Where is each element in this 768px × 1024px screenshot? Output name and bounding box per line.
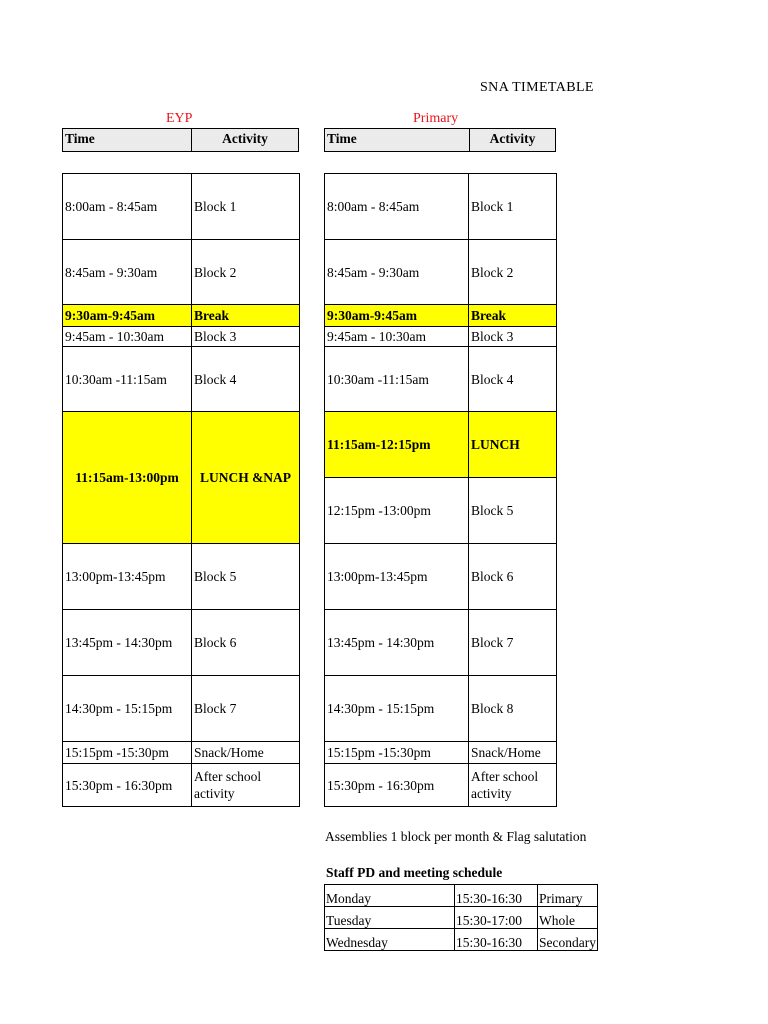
staff-pd-row xyxy=(325,885,598,907)
page-title: SNA TIMETABLE xyxy=(480,80,594,95)
primary-row xyxy=(325,174,557,240)
eyp-activity-cell: Block 6 xyxy=(192,610,300,676)
eyp-header-time: Time xyxy=(65,131,95,146)
eyp-time-cell: 13:45pm - 14:30pm xyxy=(63,610,192,676)
primary-activity-cell: Break xyxy=(469,305,557,327)
primary-header-time: Time xyxy=(327,131,357,146)
eyp-header-activity: Activity xyxy=(191,129,298,151)
primary-activity-cell: Block 2 xyxy=(469,240,557,305)
primary-row xyxy=(325,327,557,347)
primary-time-cell: 12:15pm -13:00pm xyxy=(325,478,469,544)
eyp-time-cell: 14:30pm - 15:15pm xyxy=(63,676,192,742)
staff-pd-who-cell: Secondary xyxy=(537,929,597,951)
eyp-activity-cell: Block 7 xyxy=(192,676,300,742)
primary-time-cell: 8:45am - 9:30am xyxy=(325,240,469,305)
eyp-timetable xyxy=(62,173,300,807)
primary-activity-cell: Block 5 xyxy=(469,478,557,544)
eyp-row xyxy=(63,327,300,347)
eyp-time-cell: 9:30am-9:45am xyxy=(63,305,192,327)
eyp-row xyxy=(63,347,300,412)
eyp-activity-cell: Block 1 xyxy=(192,174,300,240)
primary-time-cell: 13:45pm - 14:30pm xyxy=(325,610,469,676)
primary-row xyxy=(325,764,557,807)
eyp-row xyxy=(63,610,300,676)
primary-activity-cell: Block 6 xyxy=(469,544,557,610)
eyp-row xyxy=(63,240,300,305)
eyp-row xyxy=(63,412,300,544)
primary-row xyxy=(325,478,557,544)
eyp-label: EYP xyxy=(166,111,193,126)
staff-pd-day-cell: Wednesday xyxy=(325,929,455,951)
staff-pd-title: Staff PD and meeting schedule xyxy=(326,865,503,880)
staff-pd-time-cell: 15:30-16:30 xyxy=(455,929,538,951)
primary-time-cell: 10:30am -11:15am xyxy=(325,347,469,412)
primary-time-cell: 15:15pm -15:30pm xyxy=(325,742,469,764)
eyp-time-cell: 9:45am - 10:30am xyxy=(63,327,192,347)
eyp-activity-cell: Block 5 xyxy=(192,544,300,610)
eyp-time-cell: 11:15am-13:00pm xyxy=(63,412,192,544)
primary-time-cell: 9:45am - 10:30am xyxy=(325,327,469,347)
staff-pd-time-cell: 15:30-16:30 xyxy=(455,885,538,907)
primary-row xyxy=(325,742,557,764)
primary-activity-cell: Block 7 xyxy=(469,610,557,676)
staff-pd-who-cell: Whole xyxy=(537,907,597,929)
staff-pd-day-cell: Tuesday xyxy=(325,907,455,929)
primary-header-row xyxy=(324,128,556,152)
primary-activity-cell: Block 4 xyxy=(469,347,557,412)
staff-pd-who-cell: Primary xyxy=(537,885,597,907)
primary-activity-cell: LUNCH xyxy=(469,412,557,478)
eyp-row xyxy=(63,764,300,807)
staff-pd-table xyxy=(324,884,598,951)
eyp-row xyxy=(63,305,300,327)
primary-activity-cell: Snack/Home xyxy=(469,742,557,764)
primary-time-cell: 14:30pm - 15:15pm xyxy=(325,676,469,742)
eyp-activity-cell: Snack/Home xyxy=(192,742,300,764)
primary-row xyxy=(325,240,557,305)
eyp-time-cell: 15:30pm - 16:30pm xyxy=(63,764,192,807)
eyp-time-cell: 8:45am - 9:30am xyxy=(63,240,192,305)
assemblies-note: Assemblies 1 block per month & Flag salutation xyxy=(325,829,587,844)
eyp-time-cell: 8:00am - 8:45am xyxy=(63,174,192,240)
eyp-row xyxy=(63,742,300,764)
primary-header-activity: Activity xyxy=(469,129,555,151)
eyp-header-row xyxy=(62,128,299,152)
primary-row xyxy=(325,676,557,742)
eyp-time-cell: 13:00pm-13:45pm xyxy=(63,544,192,610)
primary-label: Primary xyxy=(413,111,459,126)
primary-activity-cell: Block 1 xyxy=(469,174,557,240)
primary-row xyxy=(325,347,557,412)
eyp-activity-cell: After school activity xyxy=(192,764,300,807)
eyp-activity-cell: Block 3 xyxy=(192,327,300,347)
eyp-row xyxy=(63,174,300,240)
primary-row xyxy=(325,305,557,327)
eyp-row xyxy=(63,544,300,610)
staff-pd-row xyxy=(325,907,598,929)
primary-activity-cell: Block 3 xyxy=(469,327,557,347)
staff-pd-row xyxy=(325,929,598,951)
primary-time-cell: 9:30am-9:45am xyxy=(325,305,469,327)
primary-timetable xyxy=(324,173,557,807)
eyp-activity-cell: LUNCH &NAP xyxy=(192,412,300,544)
primary-row xyxy=(325,610,557,676)
primary-activity-cell: Block 8 xyxy=(469,676,557,742)
primary-activity-cell: After school activity xyxy=(469,764,557,807)
eyp-time-cell: 15:15pm -15:30pm xyxy=(63,742,192,764)
staff-pd-day-cell: Monday xyxy=(325,885,455,907)
staff-pd-time-cell: 15:30-17:00 xyxy=(455,907,538,929)
primary-time-cell: 13:00pm-13:45pm xyxy=(325,544,469,610)
eyp-activity-cell: Break xyxy=(192,305,300,327)
staff-pd-table-wrap xyxy=(324,880,598,960)
primary-row xyxy=(325,544,557,610)
primary-time-cell: 8:00am - 8:45am xyxy=(325,174,469,240)
eyp-activity-cell: Block 4 xyxy=(192,347,300,412)
primary-time-cell: 11:15am-12:15pm xyxy=(325,412,469,478)
primary-row xyxy=(325,412,557,478)
eyp-row xyxy=(63,676,300,742)
eyp-time-cell: 10:30am -11:15am xyxy=(63,347,192,412)
eyp-activity-cell: Block 2 xyxy=(192,240,300,305)
primary-time-cell: 15:30pm - 16:30pm xyxy=(325,764,469,807)
